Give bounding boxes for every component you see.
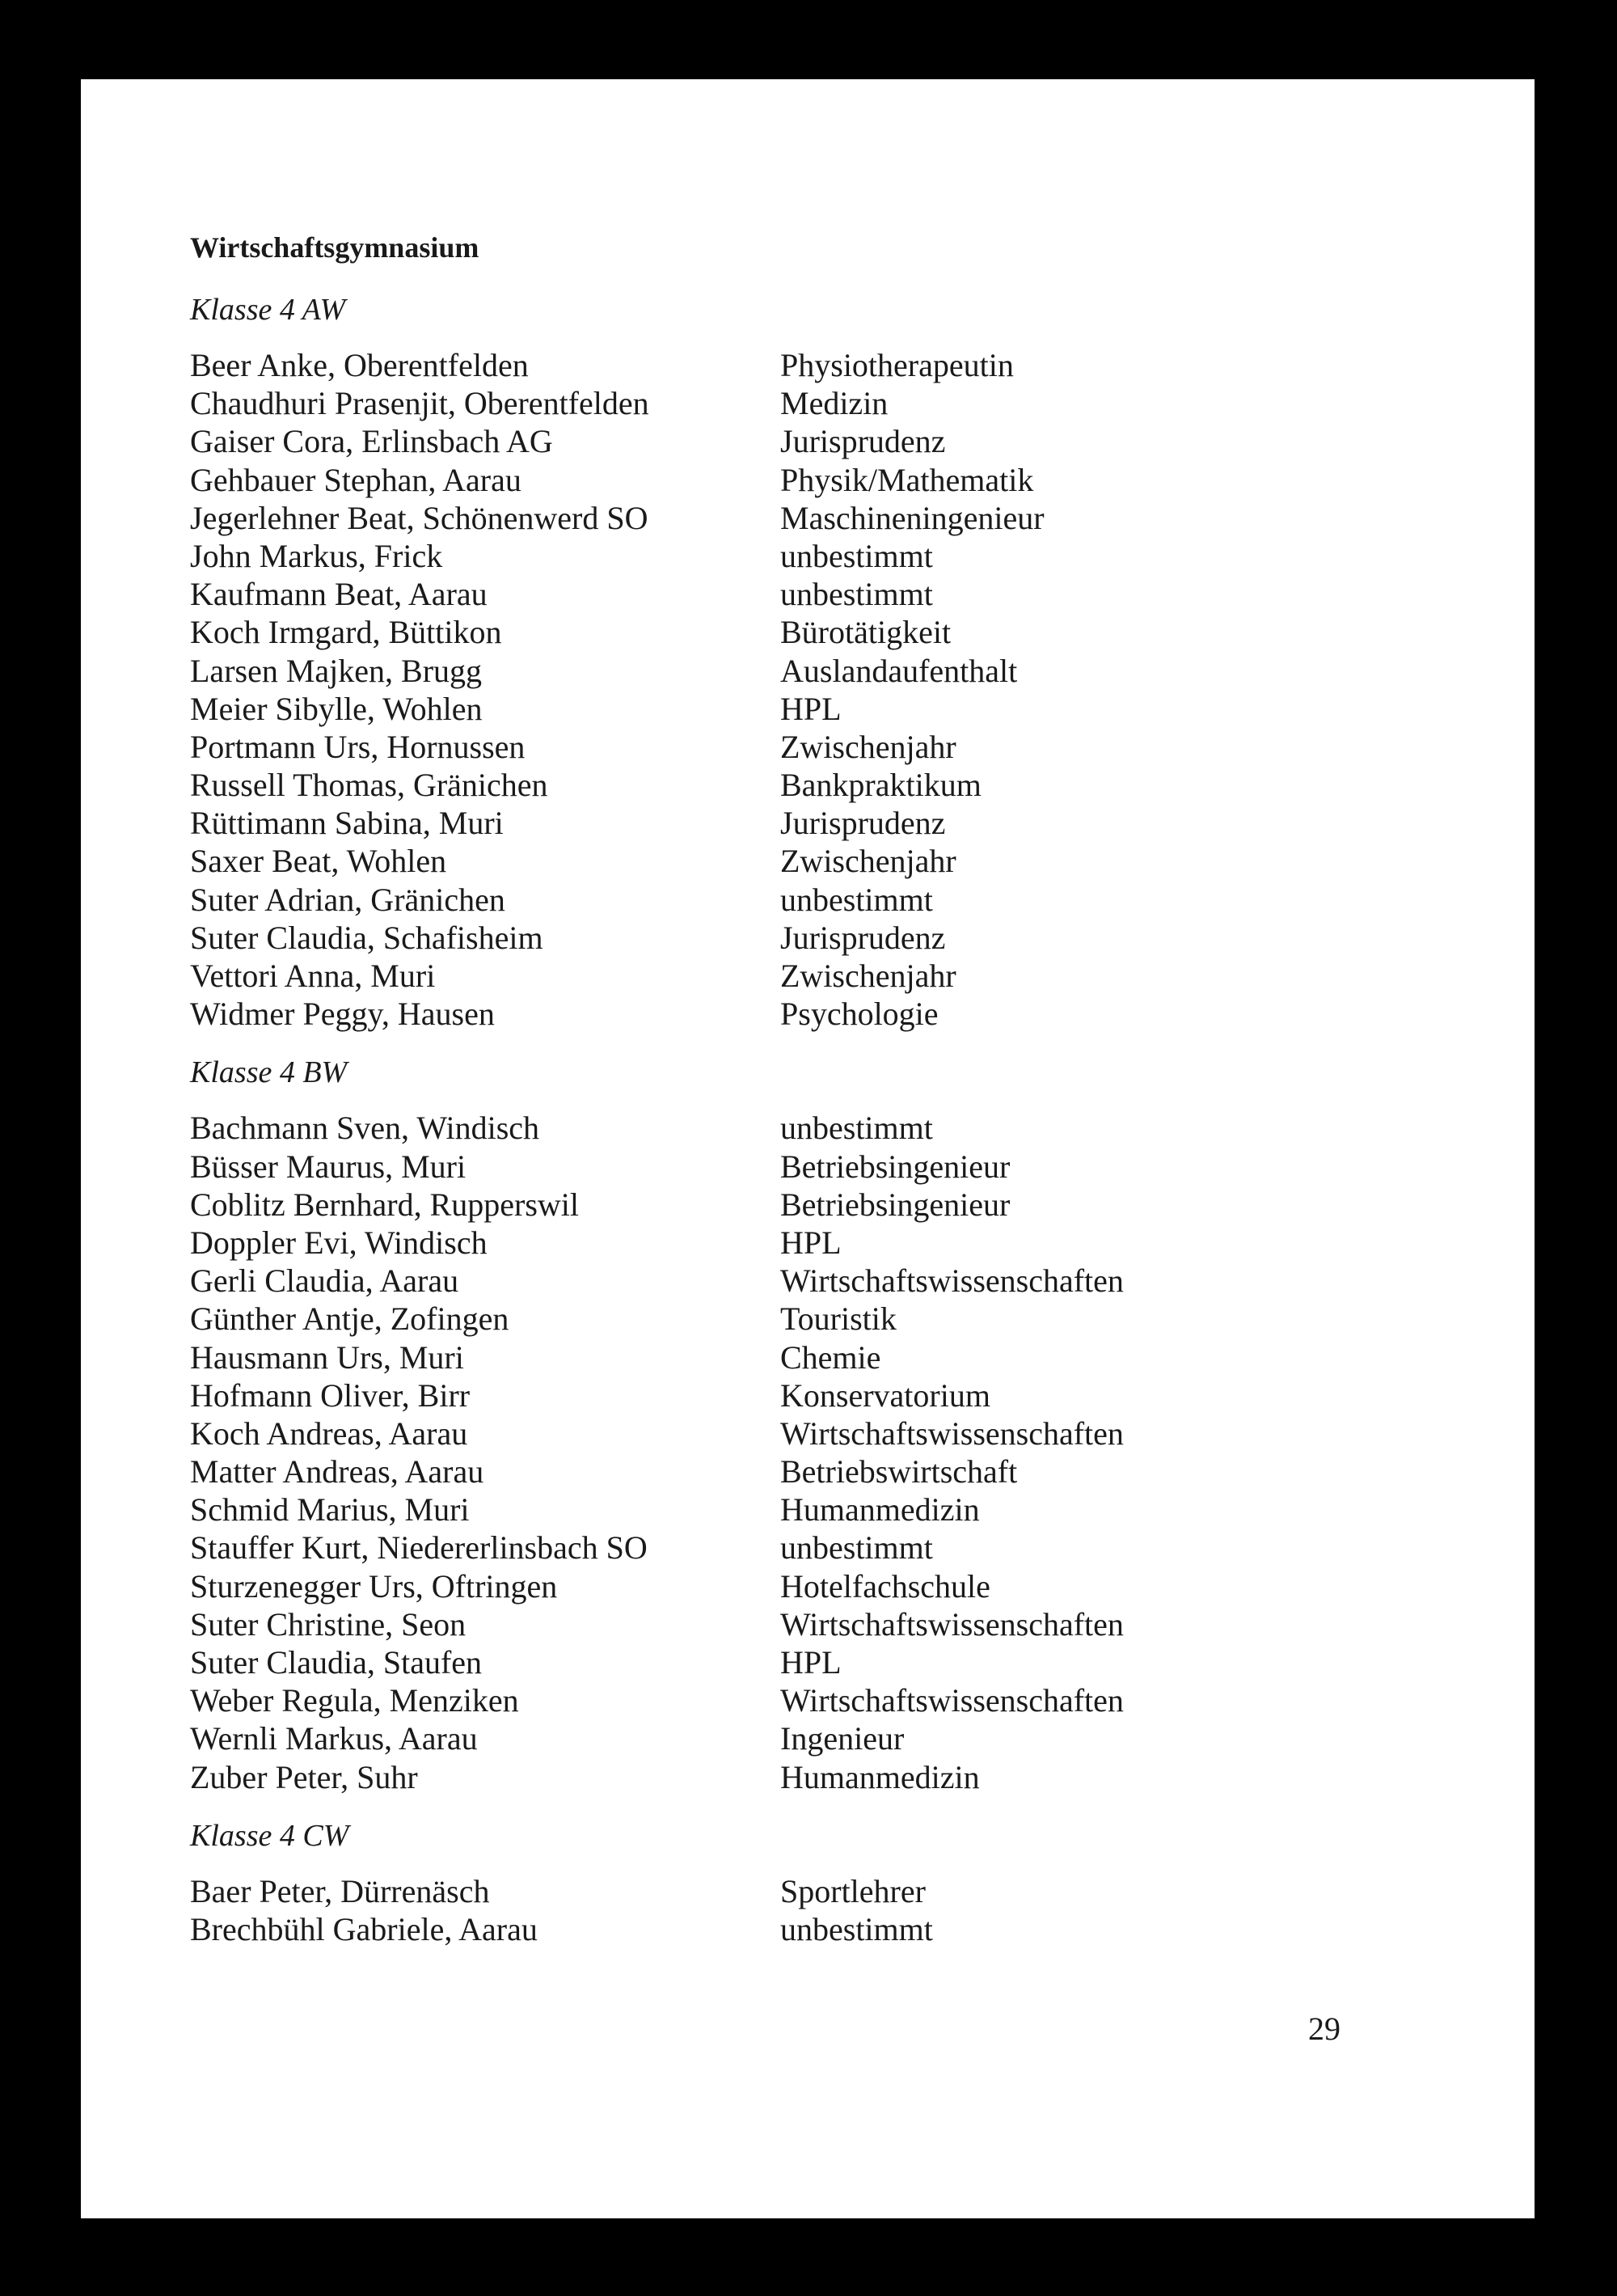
student-row xyxy=(190,1567,1484,1605)
student-name: Brechbühl Gabriele, Aarau xyxy=(190,1910,538,1947)
student-row xyxy=(190,1414,1484,1452)
career-choice: Physiotherapeutin xyxy=(780,347,1014,383)
student-row xyxy=(190,575,1484,613)
career-choice: unbestimmt xyxy=(780,881,933,918)
career-choice: unbestimmt xyxy=(780,1529,933,1567)
career-choice: unbestimmt xyxy=(780,1910,933,1947)
career-choice: Hotelfachschule xyxy=(780,1567,990,1605)
section-title: Klasse 4 BW xyxy=(190,1055,348,1090)
document-page xyxy=(81,79,1535,2218)
career-choice: Psychologie xyxy=(780,996,939,1033)
student-list xyxy=(190,346,1484,1033)
class-section-4bw xyxy=(190,1054,1484,1795)
student-row xyxy=(190,1758,1484,1796)
class-section-4cw xyxy=(190,1817,1484,1948)
career-choice: Touristik xyxy=(780,1300,897,1338)
student-name: Büsser Maurus, Muri xyxy=(190,1148,467,1185)
student-row xyxy=(190,422,1484,460)
career-choice: Auslandaufenthalt xyxy=(780,652,1018,689)
student-name: Meier Sibylle, Wohlen xyxy=(190,690,483,727)
career-choice: Jurisprudenz xyxy=(780,805,946,842)
student-row xyxy=(190,346,1484,384)
student-row xyxy=(190,652,1484,690)
student-name: Portmann Urs, Hornussen xyxy=(190,728,526,765)
student-name: Coblitz Bernhard, Rupperswil xyxy=(190,1186,580,1223)
student-name: Russell Thomas, Gränichen xyxy=(190,767,548,804)
student-name: Zuber Peter, Suhr xyxy=(190,1758,418,1795)
career-choice: HPL xyxy=(780,1224,842,1261)
student-row xyxy=(190,1300,1484,1338)
student-name: Wernli Markus, Aarau xyxy=(190,1720,478,1757)
career-choice: unbestimmt xyxy=(780,576,933,613)
student-name: Schmid Marius, Muri xyxy=(190,1491,470,1529)
student-row xyxy=(190,881,1484,919)
student-name: Gaiser Cora, Erlinsbach AG xyxy=(190,423,553,460)
student-name: Günther Antje, Zofingen xyxy=(190,1300,509,1338)
student-name: Sturzenegger Urs, Oftringen xyxy=(190,1567,558,1605)
student-row xyxy=(190,1262,1484,1300)
career-choice: Zwischenjahr xyxy=(780,843,956,880)
student-name: John Markus, Frick xyxy=(190,537,443,574)
career-choice: Jurisprudenz xyxy=(780,423,946,460)
student-row xyxy=(190,1872,1484,1910)
student-name: Matter Andreas, Aarau xyxy=(190,1453,484,1490)
student-name: Jegerlehner Beat, Schönenwerd SO xyxy=(190,499,648,536)
student-name: Chaudhuri Prasenjit, Oberentfelden xyxy=(190,385,649,422)
student-row xyxy=(190,1148,1484,1186)
student-row xyxy=(190,1910,1484,1948)
student-name: Suter Adrian, Gränichen xyxy=(190,881,505,918)
career-choice: Zwischenjahr xyxy=(780,958,956,994)
student-name: Baer Peter, Dürrenäsch xyxy=(190,1872,490,1909)
student-name: Koch Andreas, Aarau xyxy=(190,1414,468,1452)
career-choice: Wirtschaftswissenschaften xyxy=(780,1682,1124,1719)
student-row xyxy=(190,957,1484,995)
career-choice: Betriebsingenieur xyxy=(780,1148,1011,1185)
student-row xyxy=(190,919,1484,957)
career-choice: Humanmedizin xyxy=(780,1491,980,1529)
career-choice: Sportlehrer xyxy=(780,1872,926,1909)
career-choice: Humanmedizin xyxy=(780,1758,980,1795)
career-choice: unbestimmt xyxy=(780,537,933,574)
student-name: Suter Claudia, Schafisheim xyxy=(190,919,543,956)
student-row xyxy=(190,1529,1484,1567)
career-choice: Betriebswirtschaft xyxy=(780,1453,1018,1490)
career-choice: Betriebsingenieur xyxy=(780,1186,1011,1223)
career-choice: Chemie xyxy=(780,1338,881,1376)
student-name: Gehbauer Stephan, Aarau xyxy=(190,461,521,498)
student-name: Hausmann Urs, Muri xyxy=(190,1338,464,1376)
career-choice: Maschineningenieur xyxy=(780,499,1045,536)
student-row xyxy=(190,995,1484,1033)
student-name: Vettori Anna, Muri xyxy=(190,958,436,994)
student-name: Saxer Beat, Wohlen xyxy=(190,843,447,880)
student-name: Koch Irmgard, Büttikon xyxy=(190,614,502,651)
student-row xyxy=(190,728,1484,766)
student-name: Rüttimann Sabina, Muri xyxy=(190,805,504,842)
career-choice: Ingenieur xyxy=(780,1720,905,1757)
student-row xyxy=(190,1338,1484,1376)
page-number: 29 xyxy=(1308,2011,1340,2047)
student-name: Kaufmann Beat, Aarau xyxy=(190,576,488,613)
section-title: Klasse 4 AW xyxy=(190,293,346,327)
student-name: Gerli Claudia, Aarau xyxy=(190,1262,459,1300)
career-choice: Wirtschaftswissenschaften xyxy=(780,1414,1124,1452)
student-row xyxy=(190,1186,1484,1224)
career-choice: Physik/Mathematik xyxy=(780,461,1034,498)
student-row xyxy=(190,1719,1484,1757)
career-choice: Wirtschaftswissenschaften xyxy=(780,1262,1124,1300)
student-row xyxy=(190,461,1484,499)
student-name: Suter Christine, Seon xyxy=(190,1605,467,1643)
student-name: Doppler Evi, Windisch xyxy=(190,1224,488,1261)
career-choice: Konservatorium xyxy=(780,1376,990,1414)
student-row xyxy=(190,842,1484,880)
career-choice: Wirtschaftswissenschaften xyxy=(780,1605,1124,1643)
student-list xyxy=(190,1872,1484,1948)
career-choice: Bankpraktikum xyxy=(780,767,982,804)
student-row xyxy=(190,384,1484,422)
student-row xyxy=(190,1643,1484,1681)
student-row xyxy=(190,1452,1484,1490)
career-choice: Jurisprudenz xyxy=(780,919,946,956)
student-row xyxy=(190,1109,1484,1147)
page-content xyxy=(190,231,1484,1969)
student-row xyxy=(190,613,1484,651)
student-row xyxy=(190,766,1484,804)
student-row xyxy=(190,804,1484,842)
page-heading: Wirtschaftsgymnasium xyxy=(190,231,479,264)
class-section-4aw xyxy=(190,291,1484,1033)
student-row xyxy=(190,499,1484,537)
student-name: Bachmann Sven, Windisch xyxy=(190,1110,540,1147)
career-choice: HPL xyxy=(780,690,842,727)
student-name: Weber Regula, Menziken xyxy=(190,1682,519,1719)
career-choice: HPL xyxy=(780,1644,842,1681)
student-row xyxy=(190,1605,1484,1643)
career-choice: Bürotätigkeit xyxy=(780,614,952,651)
student-row xyxy=(190,537,1484,575)
student-list xyxy=(190,1109,1484,1795)
student-name: Larsen Majken, Brugg xyxy=(190,652,483,689)
student-row xyxy=(190,1224,1484,1262)
career-choice: Medizin xyxy=(780,385,889,422)
student-row xyxy=(190,1490,1484,1529)
student-name: Widmer Peggy, Hausen xyxy=(190,996,495,1033)
student-row xyxy=(190,690,1484,728)
student-name: Suter Claudia, Staufen xyxy=(190,1644,483,1681)
student-row xyxy=(190,1681,1484,1719)
section-title: Klasse 4 CW xyxy=(190,1818,349,1853)
career-choice: unbestimmt xyxy=(780,1110,933,1147)
student-row xyxy=(190,1376,1484,1414)
student-name: Stauffer Kurt, Niedererlinsbach SO xyxy=(190,1529,648,1567)
student-name: Beer Anke, Oberentfelden xyxy=(190,347,529,383)
student-name: Hofmann Oliver, Birr xyxy=(190,1376,471,1414)
career-choice: Zwischenjahr xyxy=(780,728,956,765)
